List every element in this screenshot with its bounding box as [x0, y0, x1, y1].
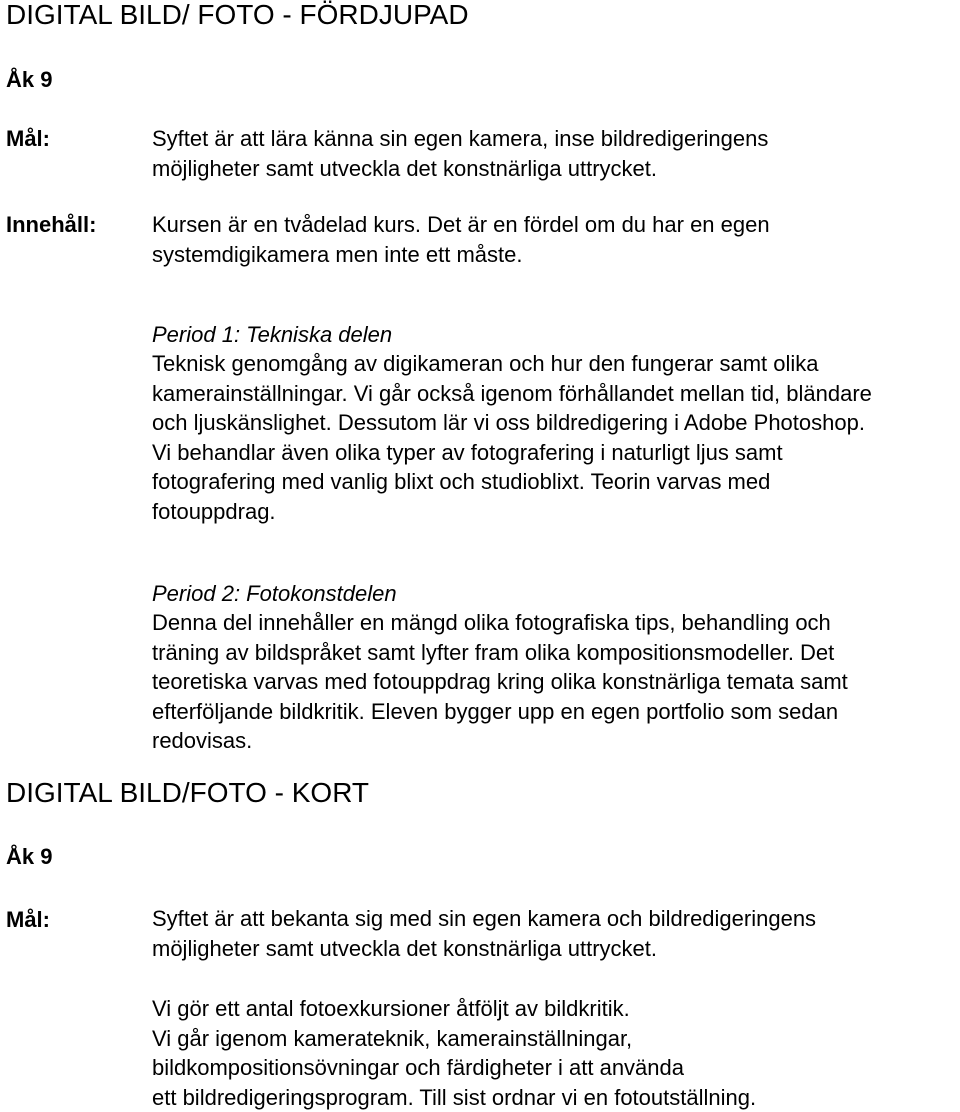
section1-goal-label: Mål: — [6, 126, 50, 151]
section1-period2 — [152, 549, 848, 756]
section1-period1 — [152, 290, 872, 526]
period2-heading: Period 2: Fotokonstdelen — [152, 580, 397, 606]
section1-goal-text: Syftet är att lära känna sin egen kamera, inse bildredigeringens möjligheter samt utveckla det konstnärliga uttrycket. — [152, 126, 769, 181]
section2-content-text: Vi gör ett antal fotoexkursioner åtföljt av bildkritik. Vi går igenom kamerateknik, kamerainställningar, bildkompositionsövningar och färdigheter i att använda ett bildredigeringsprogram. Till sist ordnar vi en fotoutställning. — [152, 996, 757, 1110]
section1-content-text: Kursen är en tvådelad kurs. Det är en fördel om du har en egen systemdigikamera men inte ett måste. — [152, 212, 770, 267]
section2-grade: Åk 9 — [6, 844, 53, 869]
section2-goal-text: Syftet är att bekanta sig med sin egen kamera och bildredigeringens möjligheter samt utveckla det konstnärliga uttrycket. — [152, 906, 817, 961]
period2-text: Denna del innehåller en mängd olika fotografiska tips, behandling och träning av bildspråket samt lyfter fram olika kompositionsmodeller. Det teoretiska varvas med fotouppdrag kring olika konstnärliga temata samt efterföljande bildkritik. Eleven bygger upp en egen portfolio som sedan redovisas. — [152, 610, 848, 753]
section1-content-label: Innehåll: — [6, 212, 97, 237]
section2-title: DIGITAL BILD/FOTO - KORT — [6, 777, 370, 808]
section2-goal-label: Mål: — [6, 907, 50, 932]
section1-title: DIGITAL BILD/ FOTO - FÖRDJUPAD — [6, 0, 469, 30]
period1-heading: Period 1: Tekniska delen — [152, 321, 393, 347]
section1-grade: Åk 9 — [6, 67, 53, 92]
period1-text: Teknisk genomgång av digikameran och hur den fungerar samt olika kamerainställningar. Vi går också igenom förhållandet mellan tid, bländare och ljuskänslighet. Dessutom lär vi oss bildredigering i Adobe Photoshop. Vi behandlar även olika typer av fotografering i naturligt ljus samt fotografering med vanlig blixt och studioblixt. Teorin varvas med fotouppdrag. — [152, 351, 872, 524]
